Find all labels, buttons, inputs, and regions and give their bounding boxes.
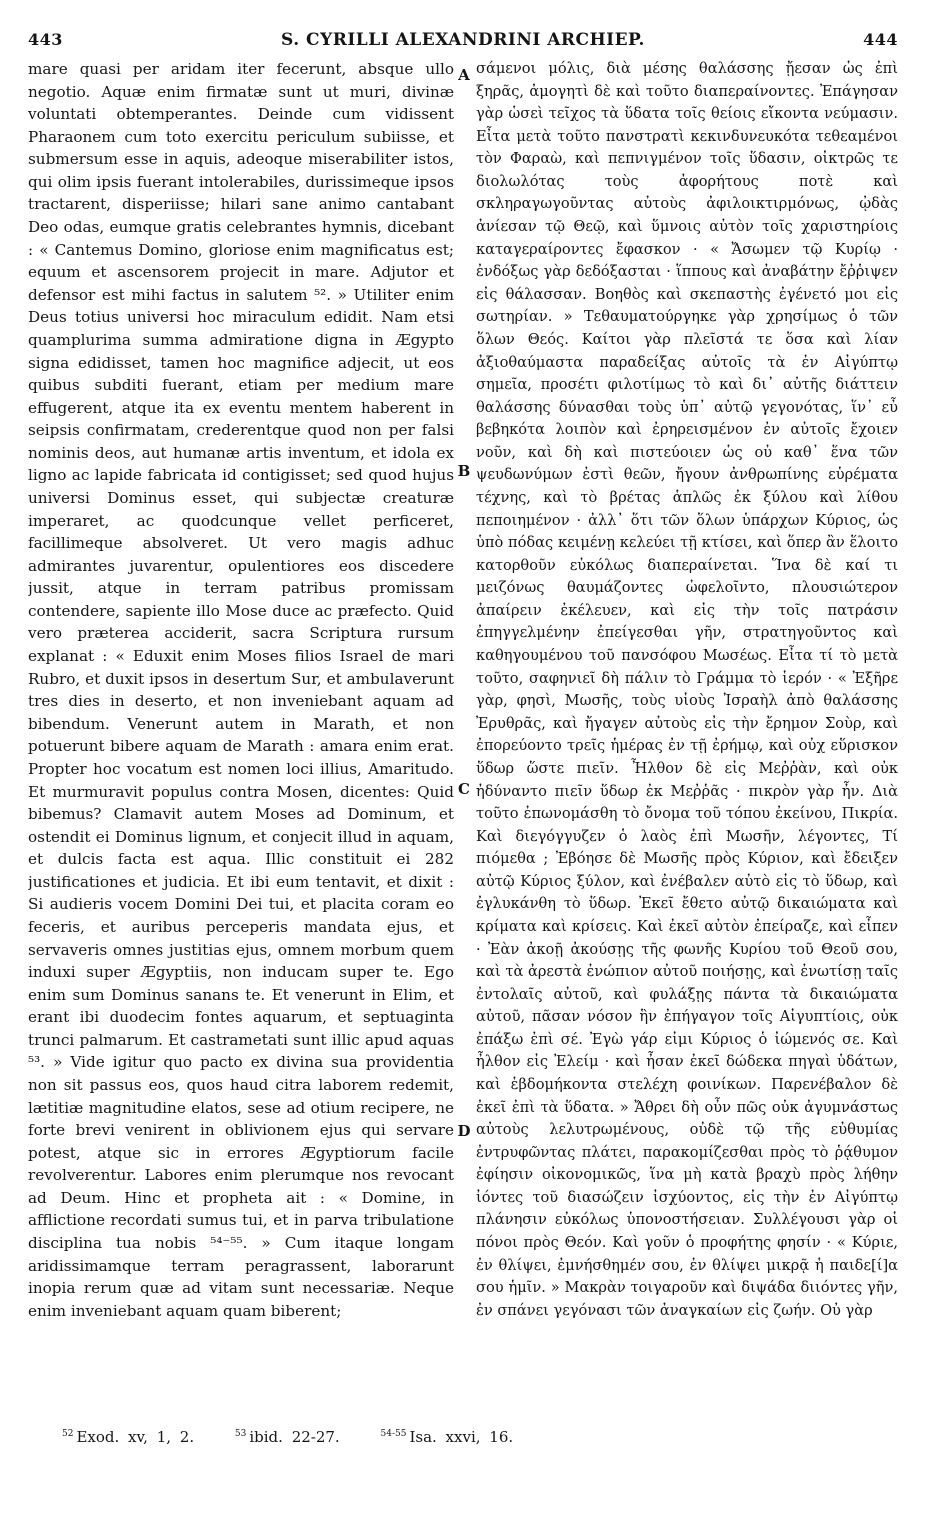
footnote: $^{54-55}$ Isa. xxvi, 16. [380, 1428, 514, 1446]
margin-letter-c: C [458, 780, 470, 798]
greek-text: σάμενοι μόλις, διὰ μέσης θαλάσσης ᾔεσαν ὡς ἐπὶ ξηρᾶς, ἀμογητὶ δὲ καὶ τοῦτο διαπεραίνοντες. Ἐπάγησαν γὰρ ὡσεὶ τεῖχος τὰ ὕδατα τοῖς θείοις εἴκοντα νεύμασιν. Εἶτα μετὰ τοῦτο πανστρατὶ κεκινδυνευκότα τεθεαμένοι τὸν Φαραὼ, καὶ πεπνιγμένον τοῖς ὕδασιν, οἰκτρῶς τε διολωλότας τοὺς ἀφορήτους ποτὲ καὶ σκληραγωγοῦντας αὐτοὺς ἀφιλοικτιρμόνως, ᾠδὰς ἀνίεσαν τῷ Θεῷ, καὶ ὕμνοις αὐτὸν τοῖς χαριστηρίοις καταγεραίροντες ἔφασκον · « Ἄσωμεν τῷ Κυρίῳ · ἐνδόξως γὰρ δεδόξασται · ἵππους καὶ ἀναβάτην ἔῤῥιψεν εἰς θάλασσαν. Βοηθὸς καὶ σκεπαστὴς ἐγένετό μοι εἰς σωτηρίαν. » Τεθαυματούργηκε γὰρ χρησίμως ὁ τῶν ὅλων Θεός. Καίτοι γὰρ πλεῖστά τε ὅσα καὶ λίαν ἀξιοθαύμαστα παραδείξας αὐτοῖς τὰ ἐν Αἰγύπτῳ σημεῖα, προσέτι φιλοτίμως τὸ καὶ δι᾽ αὐτῆς διάττειν θαλάσσης δύνασθαι τοὺς ὑπ᾽ αὐτῷ γεγονότας, ἵν᾽ εὖ βεβηκότα λοιπὸν καὶ ἐρηρεισμένον ἐν αὐτοῖς ἔχοιεν νοῦν, καὶ δὴ καὶ πιστεύοιεν ὡς οὐ καθ᾽ ἕνα τῶν ψευδωνύμων ἐστὶ θεῶν, ἤγουν ἀνθρωπίνης εὑρέματα τέχνης, καὶ τὸ βρέτας ἁπλῶς ἐκ ξύλου καὶ λίθου πεποιημένον · ἀλλ᾽ ὅτι τῶν ὅλων ὑπάρχων Κύριος, ὡς ὑπὸ πόδας κειμένῃ κελεύει τῇ κτίσει, καὶ ὅπερ ἂν ἕλοιτο κατορθοῦν εὐκόλως διαπεραίνεται. Ἵνα δὲ καί τι μειζόνως θαυμάζοντες ὠφελοῖντο, πλουσιώτερον ἀπαίρειν ἐκέλευεν, καὶ εἰς τὴν τοῖς πατράσιν ἐπηγγελμένην ἐπείγεσθαι γῆν, στρατηγοῦντος καὶ καθηγουμένου τοῦ πανσόφου Μωσέως. Εἶτα τί τὸ μετὰ τοῦτο, σαφηνιεῖ δὴ πάλιν τὸ Γράμμα τὸ ἱερόν · « Ἐξῆρε γὰρ, φησὶ, Μωσῆς, τοὺς υἱοὺς Ἰσραὴλ ἀπὸ θαλάσσης Ἐρυθρᾶς, καὶ ἤγαγεν αὐτοὺς εἰς τὴν ἔρημον Σοὺρ, καὶ ἐπορεύοντο τρεῖς ἡμέρας ἐν τῇ ἐρήμῳ, καὶ οὐχ εὕρισκον ὕδωρ ὥστε πιεῖν. Ἦλθον δὲ εἰς Μεῤῥὰν, καὶ οὐκ ἠδύναντο πιεῖν ὕδωρ ἐκ Μεῤῥᾶς · πικρὸν γὰρ ἦν. Διὰ τοῦτο ἐπωνομάσθη τὸ ὄνομα τοῦ τόπου ἐκείνου, Πικρία. Καὶ διεγόγγυζεν ὁ λαὸς ἐπὶ Μωσῆν, λέγοντες, Τί πιόμεθα ; Ἐβόησε δὲ Μωσῆς πρὸς Κύριον, καὶ ἔδειξεν αὐτῷ Κύριος ξύλον, καὶ ἐνέβαλεν αὐτὸ εἰς τὸ ὕδωρ, καὶ ἐγλυκάνθη τὸ ὕδωρ. Ἐκεῖ ἔθετο αὐτῷ δικαιώματα καὶ κρίματα καὶ κρίσεις. Καὶ ἐκεῖ αὐτὸν ἐπείραζε, καὶ εἶπεν · Ἐὰν ἀκοῇ ἀκούσῃς τῆς φωνῆς Κυρίου τοῦ Θεοῦ σου, καὶ τὰ ἀρεστὰ ἐνώπιον αὐτοῦ ποιήσῃς, καὶ ἐνωτίσῃ ταῖς ἐντολαῖς αὐτοῦ, καὶ φυλάξῃς πάντα τὰ δικαιώματα αὐτοῦ, πᾶσαν νόσον ἣν ἐπήγαγον τοῖς Αἰγυπτίοις, οὐκ ἐπάξω ἐπὶ σέ. Ἐγὼ γάρ εἰμι Κύριος ὁ ἰώμενός σε. Καὶ ἦλθον εἰς Ἐλείμ · καὶ ἦσαν ἐκεῖ δώδεκα πηγαὶ ὑδάτων, καὶ ἑβδομήκοντα στελέχη φοινίκων. Παρενέβαλον δὲ ἐκεῖ ἐπὶ τὰ ὕδατα. » Ἄθρει δὴ οὖν πῶς οὐκ ἀγυμνάστως αὐτοὺς λελυτρωμένους, οὐδὲ τῷ τῆς εὐθυμίας ἐντρυφῶντας πλάτει, παρακομίζεσθαι πρὸς τὸ ῥᾴθυμον ἐφίησιν οἰκονομικῶς, ἵνα μὴ κατὰ βραχὺ πρὸς λήθην ἰόντες τοῦ διασώζειν ἰσχύοντος, εἰς τὴν ἐν Αἰγύπτῳ πλάνησιν εὐκόλως ὑπονοστήσειαν. Συλλέγουσι γὰρ οἱ πόνοι πρὸς Θεόν. Καὶ γοῦν ὁ προφήτης φησίν · « Κύριε, ἐν θλίψει, ἐμνήσθημέν σου, ἐν θλίψει μικρᾷ ἡ παιδε[ί]α σου ἡμῖν. » Μακρὰν τοιγαροῦν καὶ διψάδα διιόντες γῆν, ἐν σπάνει γεγόνασι τῶν ἀναγκαίων εἰς ζωήν. Οὐ γὰρ [476, 60, 898, 1319]
latin-text: mare quasi per aridam iter fecerunt, absque ullo negotio. Aquæ enim firmatæ sunt ut muri, divinæ voluntati obtemperantes. Deinde cum vidissent Pharaonem cum toto exercitu periculum subiisse, et submersum esse in aquis, adeoque miserabiliter istos, qui olim ipsis fuerant intolerabiles, durissimeque ipsos tractarent, disperiisse; hilari sane animo cantabant Deo odas, eumque gratis celebrantes hymnis, dicebant : « Cantemus Domino, gloriose enim magnificatus est; equum et ascensorem projecit in mare. Adjutor et defensor est mihi factus in salutem ⁵². » Utiliter enim Deus totius universi hoc miraculum edidit. Nam etsi quamplurima summa admiratione digna in Ægypto signa edidisset, tamen hoc magnifice adjecit, ut eos quibus subditi fuerant, etiam per medium mare effugerent, atque ita ex eventu mentem haberent in seipsis confirmatam, crederentque quod non per falsi nominis deos, aut humanæ artis inventum, et idola ex ligno ac lapide fabricata id contigisset; sed quod hujus universi Dominus esset, qui subjectæ creaturæ imperaret, ac quodcunque vellet perficeret, facillimeque absolveret. Ut vero magis adhuc admirantes juvarentur, opulentiores eos discedere jussit, atque in terram patribus promissam contendere, sapiente illo Mose duce ac præfecto. Quid vero præterea acciderit, sacra Scriptura rursum explanat : « Eduxit enim Moses filios Israel de mari Rubro, et duxit ipsos in desertum Sur, et ambulaverunt tres dies in deserto, et non inveniebant aquam ad bibendum. Venerunt autem in Marath, et non potuerunt bibere aquam de Marath : amara enim erat. Propter hoc vocatum est nomen loci illius, Amaritudo. Et murmuravit populus contra Mosen, dicentes: Quid bibemus? Clamavit autem Moses ad Dominum, et ostendit ei Dominus lignum, et conjecit illud in aquam, et dulcis facta est aqua. Illic constituit ei 282 justificationes et judicia. Et ibi eum tentavit, et dixit : Si audieris vocem Domini Dei tui, et placita coram eo feceris, et auribus perceperis mandata ejus, et servaveris omnes justitias ejus, omnem morbum quem induxi super Ægyptiis, non inducam super te. Ego enim sum Dominus sanans te. Et venerunt in Elim, et erant ibi duodecim fontes aquarum, et septuaginta trunci palmarum. Et castrametati sunt illic apud aquas ⁵³. » Vide igitur quo pacto ex divina sua providentia non sit passus eos, quos haud citra laborem redemit, lætitiæ magnitudine elatos, sese ad otium recipere, ne forte brevi venirent in oblivionem ejus qui servare potest, atque sic in errores Ægyptiorum facile revolverentur. Labores enim plerumque nos revocant ad Deum. Hinc et propheta ait : « Domine, in afflictione recordati sumus tui, et in parva tribulatione disciplina tua nobis ⁵⁴⁻⁵⁵. » Cum itaque longam aridissimamque terram peragrassent, laborarunt inopia rerum quæ ad vitam sunt necessariæ. Neque enim inveniebant aquam quam biberent; [28, 60, 454, 1320]
running-header [28, 30, 898, 56]
margin-letter-d: D [457, 1122, 471, 1140]
running-title: S. CYRILLI ALEXANDRINI ARCHIEP. [281, 30, 645, 50]
page-number-right: 444 [863, 30, 898, 49]
footnote: $^{52}$ Exod. xv, 1, 2. [62, 1428, 195, 1446]
latin-column [28, 58, 454, 1413]
greek-column [476, 58, 898, 1413]
footnotes [62, 1428, 545, 1446]
footnote: $^{53}$ ibid. 22-27. [234, 1428, 340, 1446]
page-number-left: 443 [28, 30, 63, 49]
margin-letter-a: A [458, 66, 470, 84]
margin-letter-b: B [457, 462, 471, 480]
